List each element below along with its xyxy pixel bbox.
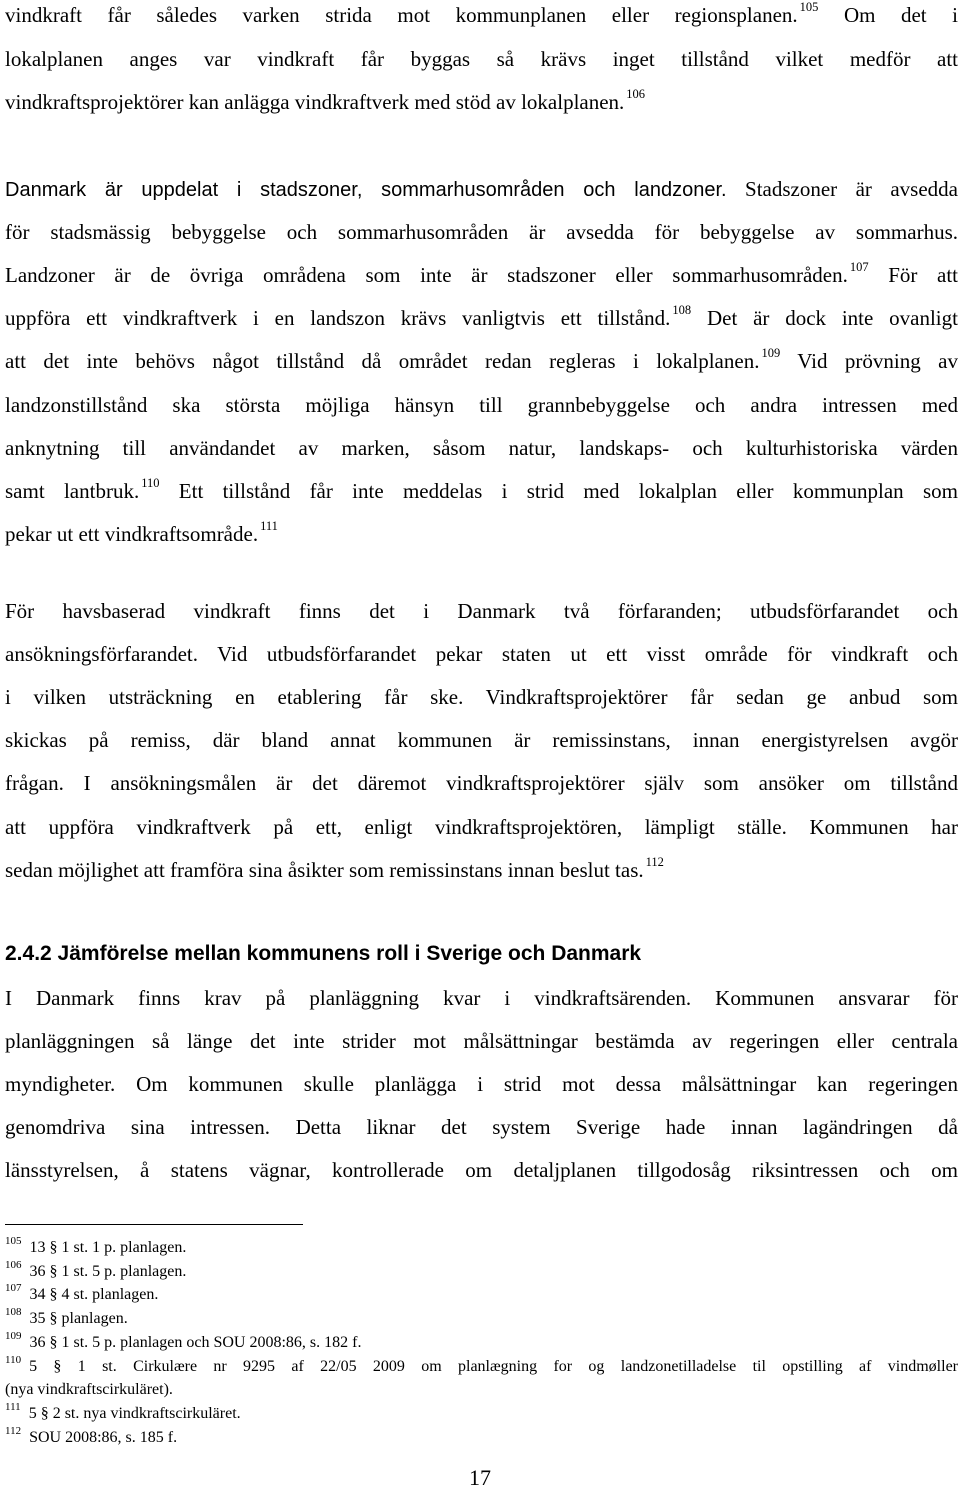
footnote-number: 112 xyxy=(5,1425,22,1437)
text-line: lokalplanen anges var vindkraft får byggas så krävs inget tillstånd vilket medför att xyxy=(5,47,958,71)
footnote-number: 105 xyxy=(5,1235,22,1247)
text-line: för stadsmässig bebyggelse och sommarhusområden är avsedda för bebyggelse av sommarhus. xyxy=(5,220,958,244)
text-line: uppföra ett vindkraftverk i en landszon krävs vanligtvis ett tillstånd. $^{108}$ Det är dock inte ovanligt xyxy=(5,303,958,330)
footnote-ref[interactable]: 112 xyxy=(645,855,664,869)
text-line: i vilken utsträckning en etablering får ske. Vindkraftsprojektörer får sedan ge anbud som xyxy=(5,685,958,709)
footnote: $^{108}$ 35 § planlagen. xyxy=(5,1306,128,1327)
footnote: $^{112}$ SOU 2008:86, s. 185 f. xyxy=(5,1425,178,1446)
text-line: myndigheter. Om kommunen skulle planlägga i strid mot dessa målsättningar kan regeringen xyxy=(5,1072,958,1096)
footnote-ref[interactable]: 106 xyxy=(626,87,646,101)
footnote-ref[interactable]: 108 xyxy=(672,303,692,317)
text-line: vindkraft får således varken strida mot kommunplanen eller regionsplanen. $^{105}$ Om det i xyxy=(5,0,958,27)
footnote-ref[interactable]: 109 xyxy=(761,346,781,360)
footnote-number: 106 xyxy=(5,1259,22,1271)
text-line: Danmark är uppdelat i stadszoner, sommarhusområden och landzoner. Stadszoner är avsedda xyxy=(5,177,958,201)
text-line: att uppföra vindkraftverk på ett, enligt vindkraftsprojektören, lämpligt ställe. Kommunen har xyxy=(5,815,958,839)
text-line: anknytning till användandet av marken, såsom natur, landskaps- och kulturhistoriska värden xyxy=(5,436,958,460)
footnote: $^{111}$ 5 § 2 st. nya vindkraftscirkuläret. xyxy=(5,1401,241,1422)
text-line: Landzoner är de övriga områdena som inte är stadszoner eller sommarhusområden. $^{107}$ För att xyxy=(5,260,958,287)
text-line: pekar ut ett vindkraftsområde. $^{111}$ xyxy=(5,519,278,546)
text-line: vindkraftsprojektörer kan anlägga vindkraftverk med stöd av lokalplanen. $^{106}$ xyxy=(5,87,646,114)
footnote-number: 111 xyxy=(5,1401,21,1413)
footnote-separator xyxy=(5,1224,303,1225)
text-line: I Danmark finns krav på planläggning kvar i vindkraftsärenden. Kommunen ansvarar för xyxy=(5,986,958,1010)
text-line: länsstyrelsen, å statens vägnar, kontrollerade om detaljplanen tillgodosåg riksintressen och om xyxy=(5,1158,958,1182)
footnote: $^{106}$ 36 § 1 st. 5 p. planlagen. xyxy=(5,1259,187,1280)
footnote: $^{109}$ 36 § 1 st. 5 p. planlagen och SOU 2008:86, s. 182 f. xyxy=(5,1330,362,1351)
text-line: sedan möjlighet att framföra sina åsikter som remissinstans innan beslut tas. $^{112}$ xyxy=(5,855,664,882)
footnote-ref[interactable]: 105 xyxy=(799,0,819,14)
footnote-number: 109 xyxy=(5,1330,22,1342)
text-line: landzonstillstånd ska största möjliga hänsyn till grannbebyggelse och andra intressen med xyxy=(5,393,958,417)
text-line: frågan. I ansökningsmålen är det däremot vindkraftsprojektörer själv som ansöker om tillstånd xyxy=(5,771,958,795)
footnote: $^{110}$ 5 § 1 st. Cirkulære nr 9295 af 22/05 2009 om planlægning for og landzonetilladelse til opstilling af vindmøller xyxy=(5,1354,958,1375)
text-line: För havsbaserad vindkraft finns det i Danmark två förfaranden; utbudsförfarandet och xyxy=(5,599,958,623)
page-number: 17 xyxy=(469,1465,491,1490)
footnote-number: 107 xyxy=(5,1282,22,1294)
footnote-ref[interactable]: 110 xyxy=(141,476,160,490)
footnote-continuation: (nya vindkraftscirkuläret). xyxy=(5,1381,173,1398)
footnote-ref[interactable]: 111 xyxy=(260,519,278,533)
text-line: samt lantbruk. $^{110}$ Ett tillstånd får inte meddelas i strid med lokalplan eller kommunplan som xyxy=(5,476,958,503)
text-line: ansökningsförfarandet. Vid utbudsförfarandet pekar staten ut ett visst område för vindkraft och xyxy=(5,642,958,666)
text-line: genomdriva sina intressen. Detta liknar det system Sverige hade innan lagändringen då xyxy=(5,1115,958,1139)
text-line: att det inte behövs något tillstånd då området redan regleras i lokalplanen. $^{109}$ Vid prövning av xyxy=(5,346,958,373)
text-line: planläggningen så länge det inte strider mot målsättningar bestämda av regeringen eller centrala xyxy=(5,1029,958,1053)
footnote-number: 108 xyxy=(5,1306,22,1318)
footnote-number: 110 xyxy=(5,1354,22,1366)
section-heading: 2.4.2 Jämförelse mellan kommunens roll i Sverige och Danmark xyxy=(5,942,642,965)
footnote: $^{107}$ 34 § 4 st. planlagen. xyxy=(5,1282,159,1303)
text-line: skickas på remiss, där bland annat kommunen är remissinstans, innan energistyrelsen avgör xyxy=(5,728,958,752)
footnote-ref[interactable]: 107 xyxy=(849,260,869,274)
footnote: $^{105}$ 13 § 1 st. 1 p. planlagen. xyxy=(5,1235,187,1256)
